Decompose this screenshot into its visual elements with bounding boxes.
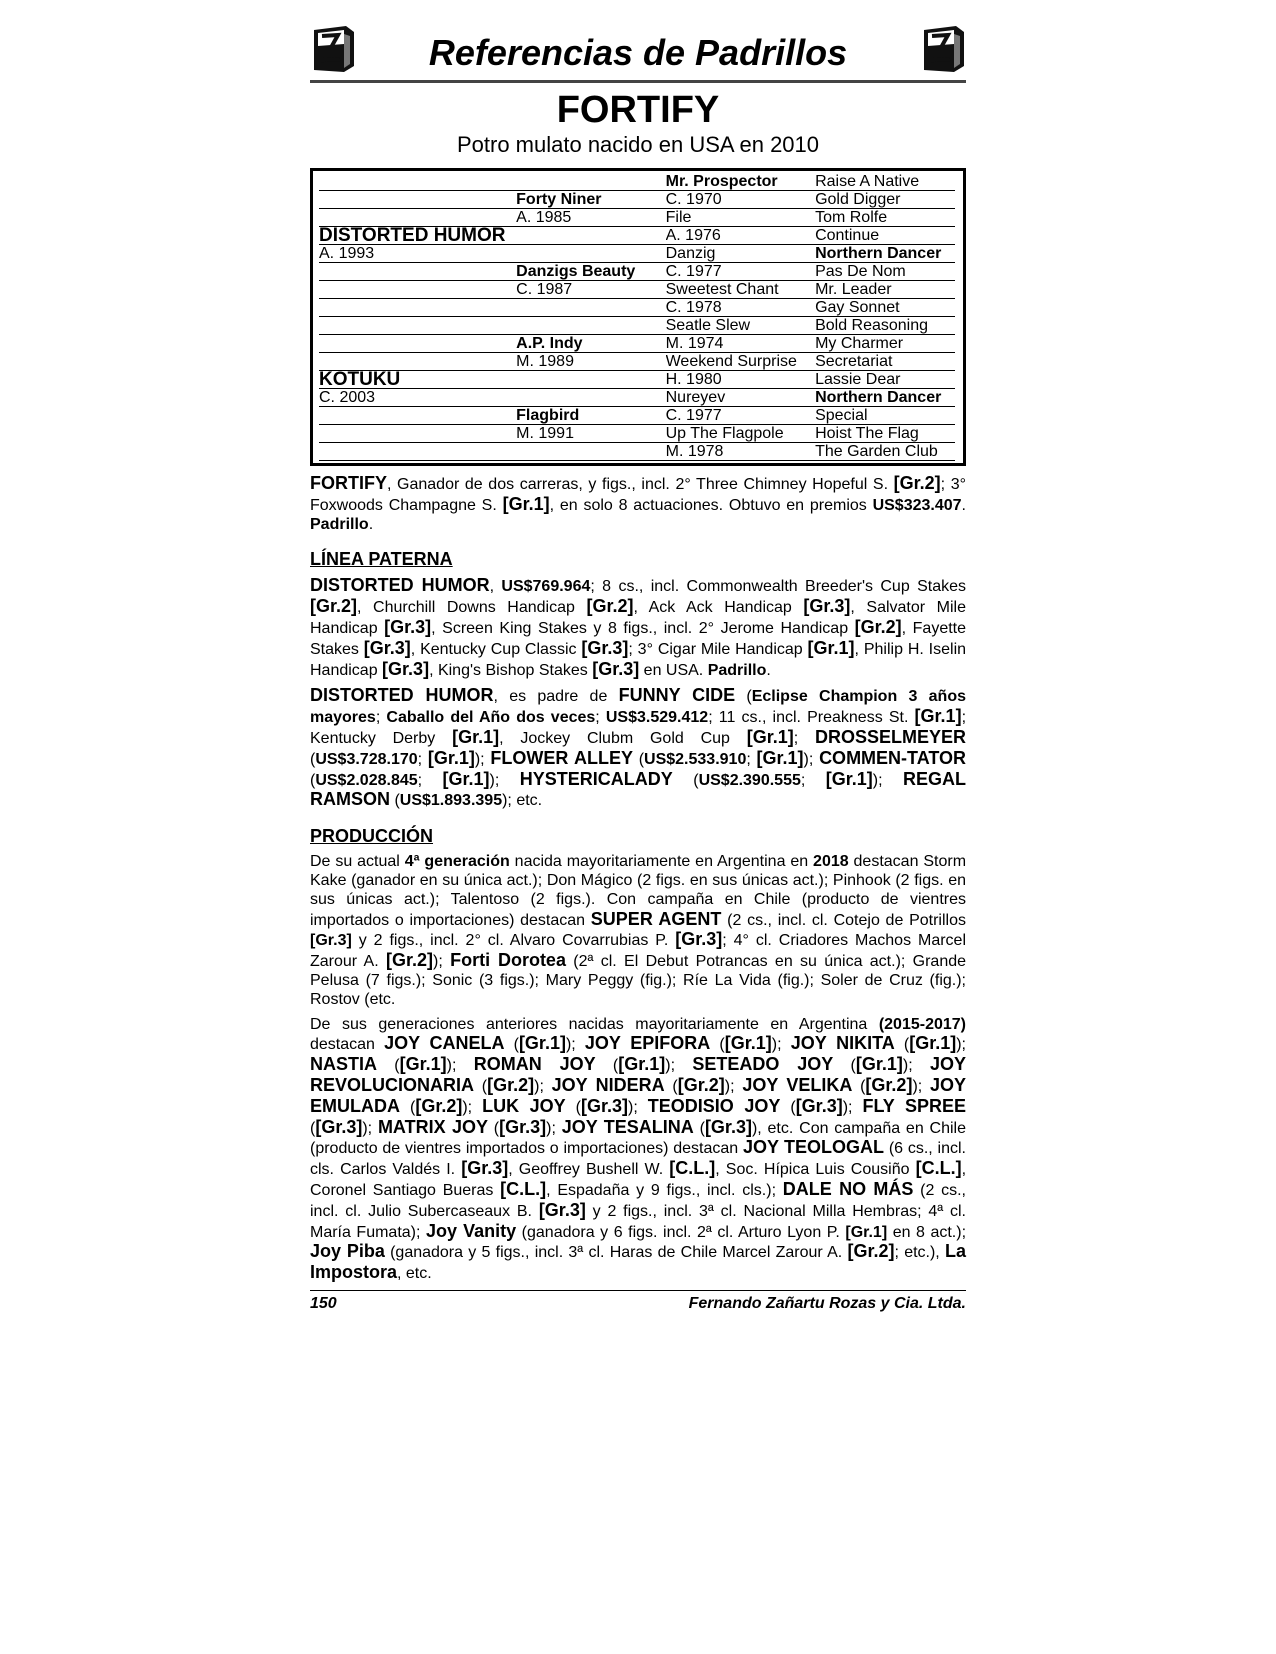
pedigree-cell: Northern Dancer — [815, 245, 955, 263]
section-heading-produccion: PRODUCCIÓN — [310, 826, 434, 847]
pedigree-cell: A. 1993 — [319, 245, 516, 263]
pedigree-row — [319, 425, 955, 443]
pedigree-cell: Special — [815, 407, 955, 425]
pedigree-cell — [516, 317, 665, 335]
pedigree-cell — [319, 335, 516, 353]
linea-paragraph-1: DISTORTED HUMOR, US$769.964; 8 cs., incl. Commonwealth Breeder's Cup Stakes [Gr.2], Churchill Downs Handicap [Gr.2], Ack Ack Handicap [Gr.3], Salvator Mile Handicap [Gr.3], Screen King Stakes y 8 figs., incl. 2° Jerome Handicap [Gr.2], Fayette Stakes [Gr.3], Kentucky Cup Classic [Gr.3]; 3° Cigar Mile Handicap [Gr.1], Philip H. Iselin Handicap [Gr.3], King's Bishop Stakes [Gr.3] en USA. Padrillo. — [310, 575, 967, 679]
pedigree-cell — [516, 173, 665, 191]
pedigree-cell: Raise A Native — [815, 173, 955, 191]
pedigree-cell — [319, 299, 516, 317]
pedigree-cell: Bold Reasoning — [815, 317, 955, 335]
pedigree-cell — [516, 245, 665, 263]
pedigree-cell: Gold Digger — [815, 191, 955, 209]
pedigree-cell — [319, 443, 516, 461]
pedigree-cell — [319, 191, 516, 209]
page-header — [310, 22, 966, 80]
pedigree-row — [319, 317, 955, 335]
pedigree-cell: C. 1977 — [666, 263, 815, 281]
pedigree-cell — [516, 299, 665, 317]
pedigree-cell — [319, 173, 516, 191]
pedigree-cell — [319, 317, 516, 335]
zr-logo-icon — [920, 24, 966, 74]
pedigree-cell: C. 2003 — [319, 389, 516, 407]
pedigree-cell — [319, 425, 516, 443]
pedigree-rows — [319, 173, 955, 461]
horse-description: Potro mulato nacido en USA en 2010 — [456, 132, 820, 157]
pedigree-cell: Weekend Surprise — [666, 353, 815, 371]
section-heading-linea-paterna: LÍNEA PATERNA — [310, 549, 453, 570]
pedigree-cell: Flagbird — [516, 407, 665, 425]
header-title: Referencias de Padrillos — [428, 32, 848, 73]
pedigree-cell: Continue — [815, 227, 955, 245]
pedigree-cell: M. 1978 — [666, 443, 815, 461]
pedigree-cell — [319, 407, 516, 425]
pedigree-cell: Secretariat — [815, 353, 955, 371]
pedigree-cell: My Charmer — [815, 335, 955, 353]
pedigree-cell: Lassie Dear — [815, 371, 955, 389]
pedigree-cell: Danzig — [666, 245, 815, 263]
pedigree-cell: Northern Dancer — [815, 389, 955, 407]
pedigree-table — [310, 168, 966, 466]
pedigree-cell: Gay Sonnet — [815, 299, 955, 317]
horse-name: FORTIFY — [556, 89, 720, 131]
pedigree-cell: A. 1976 — [666, 227, 815, 245]
pedigree-cell: M. 1974 — [666, 335, 815, 353]
pedigree-cell: Mr. Leader — [815, 281, 955, 299]
pedigree-row — [319, 263, 955, 281]
produccion-paragraph-1: De su actual 4ª generación nacida mayoritariamente en Argentina en 2018 destacan Storm Kake (ganador en su única act.); Don Mágico (2 figs. en sus únicas act.); Pinhook (2 figs. en sus únicas act.); Talentoso (2 figs.). Con campaña en Chile (producto de vientres importados o importaciones) destacan SUPER AGENT (2 cs., incl. cl. Cotejo de Potrillos [Gr.3] y 2 figs., incl. 2° cl. Alvaro Covarrubias P. [Gr.3]; 4° cl. Criadores Machos Marcel Zarour A. [Gr.2]); Forti Dorotea (2ª cl. El Debut Potrancas en su única act.); Grande Pelusa (7 figs.); Sonic (3 figs.); Mary Peggy (fig.); Ríe La Vida (fig.); Soler de Cruz (fig.); Rostov (etc. — [310, 853, 967, 1008]
pedigree-cell: Sweetest Chant — [666, 281, 815, 299]
pedigree-row — [319, 407, 955, 425]
header-rule — [310, 80, 966, 83]
pedigree-cell — [516, 389, 665, 407]
pedigree-cell: The Garden Club — [815, 443, 955, 461]
pedigree-cell: DISTORTED HUMOR — [319, 227, 516, 245]
pedigree-cell: Mr. Prospector — [666, 173, 815, 191]
pedigree-cell — [319, 263, 516, 281]
pedigree-cell: Pas De Nom — [815, 263, 955, 281]
produccion-paragraph-2: De sus generaciones anteriores nacidas mayoritariamente en Argentina (2015-2017) destacan JOY CANELA ([Gr.1]); JOY EPIFORA ([Gr.1]); JOY NIKITA ([Gr.1]); NASTIA ([Gr.1]); ROMAN JOY ([Gr.1]); SETEADO JOY ([Gr.1]); JOY REVOLUCIONARIA ([Gr.2]); JOY NIDERA ([Gr.2]); JOY VELIKA ([Gr.2]); JOY EMULADA ([Gr.2]); LUK JOY ([Gr.3]); TEODISIO JOY ([Gr.3]); FLY SPREE ([Gr.3]); MATRIX JOY ([Gr.3]); JOY TESALINA ([Gr.3]), etc. Con campaña en Chile (producto de vientres importados o importaciones) destacan JOY TEOLOGAL (6 cs., incl. cls. Carlos Valdés I. [Gr.3], Geoffrey Bushell W. [C.L.], Soc. Hípica Luis Cousiño [C.L.], Coronel Santiago Bueras [C.L.], Espadaña y 9 figs., incl. cls.); DALE NO MÁS (2 cs., incl. cl. Julio Subercaseaux B. [Gr.3] y 2 figs., incl. 3ª cl. Nacional Milla Hembras; 4ª cl. María Fumata); Joy Vanity (ganadora y 6 figs. incl. 2ª cl. Arturo Lyon P. [Gr.1] en 8 act.); Joy Piba (ganadora y 5 figs., incl. 3ª cl. Haras de Chile Marcel Zarour A. [Gr.2]; etc.), La Impostora, etc. — [310, 1015, 967, 1283]
pedigree-cell: Up The Flagpole — [666, 425, 815, 443]
pedigree-row — [319, 173, 955, 191]
pedigree-row — [319, 443, 955, 461]
pedigree-cell: A. 1985 — [516, 209, 665, 227]
pedigree-cell: C. 1978 — [666, 299, 815, 317]
intro-paragraph: FORTIFY, Ganador de dos carreras, y figs., incl. 2° Three Chimney Hopeful S. [Gr.2]; 3° Foxwoods Champagne S. [Gr.1], en solo 8 actuaciones. Obtuvo en premios US$323.407. Padrillo. — [310, 473, 966, 533]
pedigree-cell: M. 1989 — [516, 353, 665, 371]
pedigree-row — [319, 281, 955, 299]
pedigree-cell: Danzigs Beauty — [516, 263, 665, 281]
pedigree-row — [319, 335, 955, 353]
pedigree-cell: Seatle Slew — [666, 317, 815, 335]
company-name: Fernando Zañartu Rozas y Cia. Ltda. — [688, 1294, 966, 1312]
linea-paragraph-2: DISTORTED HUMOR, es padre de FUNNY CIDE (Eclipse Champion 3 años mayores; Caballo del Año dos veces; US$3.529.412; 11 cs., incl. Preakness St. [Gr.1]; Kentucky Derby [Gr.1], Jockey Clubm Gold Cup [Gr.1]; DROSSELMEYER (US$3.728.170; [Gr.1]); FLOWER ALLEY (US$2.533.910; [Gr.1]); COMMEN-TATOR (US$2.028.845; [Gr.1]); HYSTERICALADY (US$2.390.555; [Gr.1]); REGAL RAMSON (US$1.893.395); etc. — [310, 685, 967, 810]
pedigree-row — [319, 353, 955, 371]
pedigree-cell: C. 1977 — [666, 407, 815, 425]
pedigree-cell — [516, 443, 665, 461]
pedigree-row — [319, 191, 955, 209]
pedigree-cell — [516, 371, 665, 389]
pedigree-row — [319, 209, 955, 227]
pedigree-cell: KOTUKU — [319, 371, 516, 389]
pedigree-cell: A.P. Indy — [516, 335, 665, 353]
pedigree-row — [319, 371, 955, 389]
pedigree-row — [319, 227, 955, 245]
pedigree-cell: Forty Niner — [516, 191, 665, 209]
pedigree-cell: Hoist The Flag — [815, 425, 955, 443]
pedigree-cell: C. 1970 — [666, 191, 815, 209]
pedigree-row — [319, 389, 955, 407]
pedigree-cell — [516, 227, 665, 245]
pedigree-cell — [319, 353, 516, 371]
pedigree-cell: H. 1980 — [666, 371, 815, 389]
pedigree-cell: C. 1987 — [516, 281, 665, 299]
pedigree-row — [319, 245, 955, 263]
pedigree-cell: Nureyev — [666, 389, 815, 407]
document-page — [310, 22, 966, 1316]
pedigree-cell: File — [666, 209, 815, 227]
page-footer — [310, 1290, 966, 1316]
pedigree-cell — [319, 209, 516, 227]
pedigree-row — [319, 299, 955, 317]
pedigree-cell: Tom Rolfe — [815, 209, 955, 227]
pedigree-cell — [319, 281, 516, 299]
pedigree-cell: M. 1991 — [516, 425, 665, 443]
page-number: 150 — [310, 1294, 337, 1312]
zr-logo-icon — [310, 24, 356, 74]
